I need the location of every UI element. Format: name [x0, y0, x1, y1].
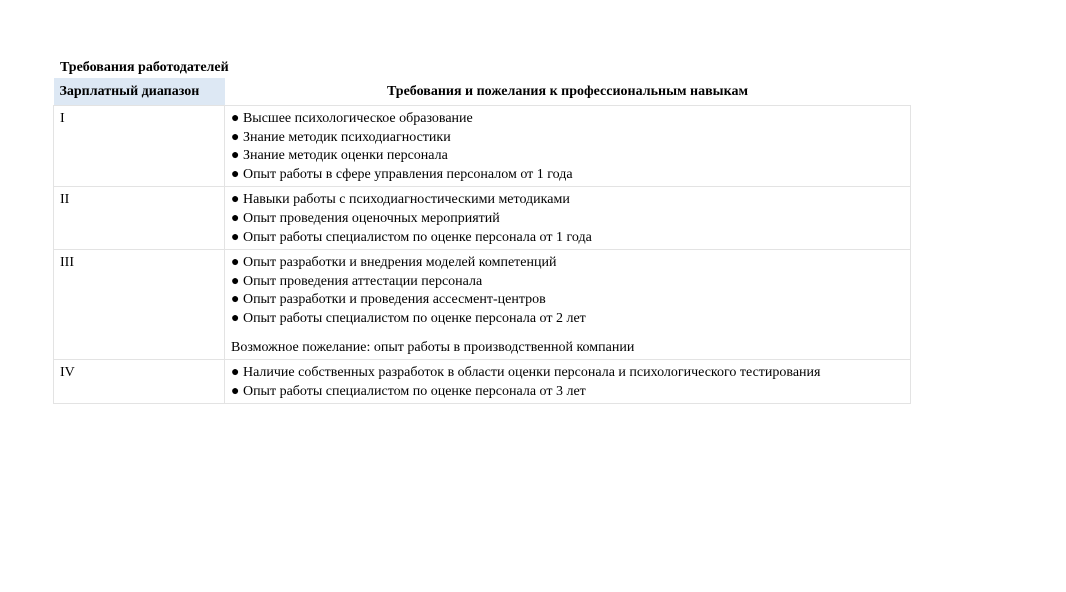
- requirement-item: ● Опыт разработки и проведения ассесмент-центров: [231, 292, 546, 308]
- requirement-item: ● Навыки работы с психодиагностическими методиками: [231, 192, 570, 208]
- page-title: Требования работодателей: [60, 60, 229, 75]
- header-requirements: Требования и пожелания к профессиональным навыкам: [225, 78, 911, 106]
- requirement-item: ● Опыт работы специалистом по оценке персонала от 3 лет: [231, 383, 586, 399]
- requirement-item: ● Опыт работы специалистом по оценке персонала от 2 лет: [231, 310, 586, 326]
- table-row: [54, 106, 911, 187]
- requirements-cell: [225, 106, 911, 187]
- table-row: [54, 360, 911, 404]
- requirements-cell: [225, 360, 911, 404]
- requirements-cell: [225, 187, 911, 250]
- header-salary-range: Зарплатный диапазон: [54, 78, 225, 106]
- requirements-table: [53, 78, 911, 404]
- requirement-item: ● Опыт работы специалистом по оценке персонала от 1 года: [231, 229, 592, 245]
- requirement-item: ● Знание методик оценки персонала: [231, 148, 448, 164]
- requirements-cell: [225, 250, 911, 360]
- requirement-item: ● Опыт проведения аттестации персонала: [231, 273, 483, 289]
- table-row: [54, 187, 911, 250]
- salary-range-cell: III: [54, 250, 225, 360]
- salary-range-cell: I: [54, 106, 225, 187]
- requirement-item: ● Опыт проведения оценочных мероприятий: [231, 210, 500, 226]
- requirement-note: Возможное пожелание: опыт работы в производственной компании: [231, 339, 635, 355]
- table-header-row: [54, 78, 911, 106]
- requirement-item: ● Знание методик психодиагностики: [231, 129, 451, 145]
- requirement-item: ● Опыт работы в сфере управления персоналом от 1 года: [231, 166, 573, 182]
- requirement-item: ● Наличие собственных разработок в области оценки персонала и психологического тестирования: [231, 365, 821, 381]
- requirement-item: ● Опыт разработки и внедрения моделей компетенций: [231, 255, 557, 271]
- requirement-item: ● Высшее психологическое образование: [231, 111, 473, 126]
- table-row: [54, 250, 911, 360]
- salary-range-cell: IV: [54, 360, 225, 404]
- salary-range-cell: II: [54, 187, 225, 250]
